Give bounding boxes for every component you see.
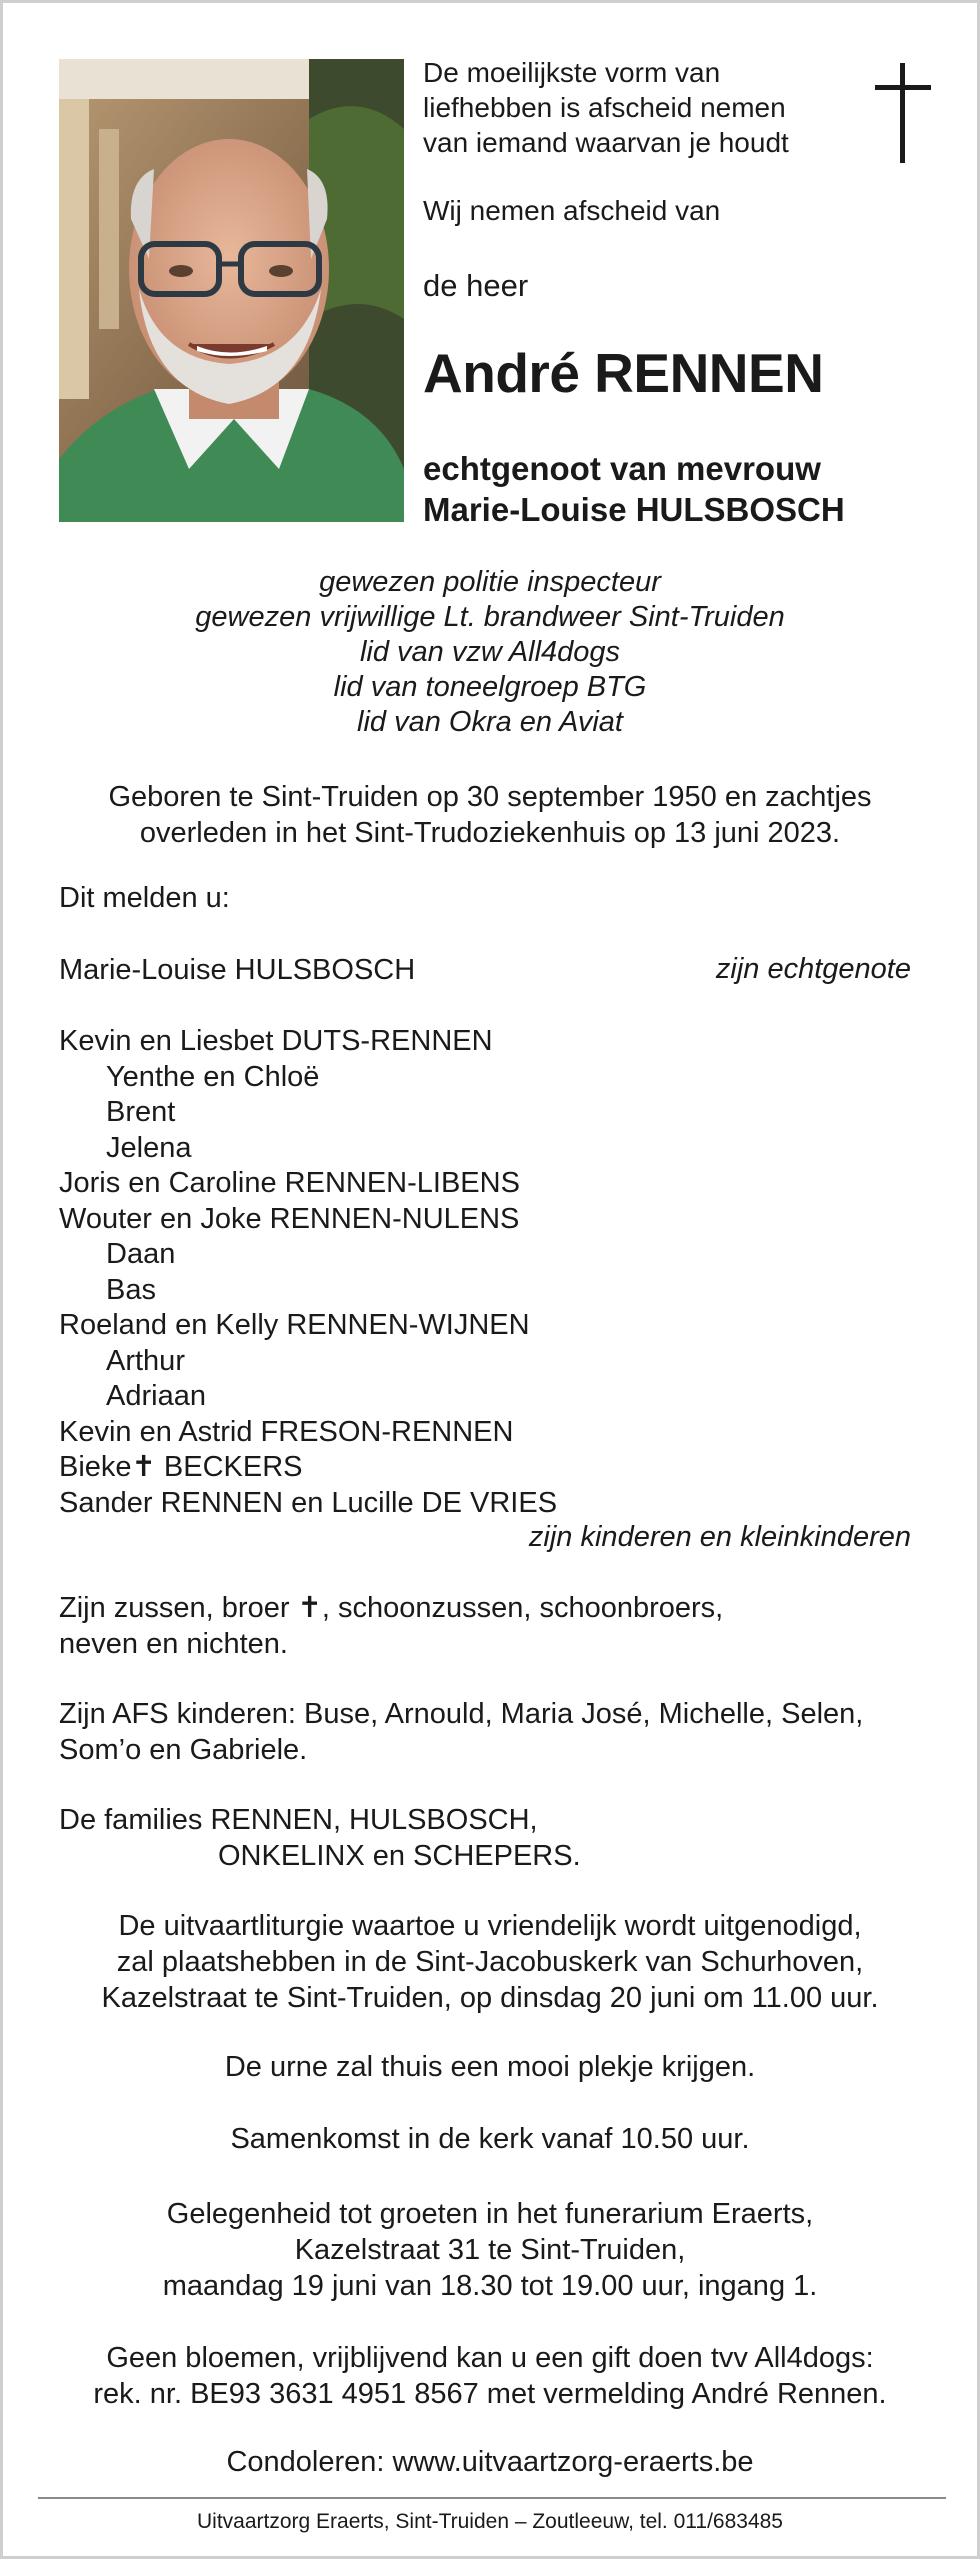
footer-text: Uitvaartzorg Eraerts, Sint-Truiden – Zoutleeuw, tel. 011/683485 xyxy=(197,2510,783,2533)
role-item: lid van Okra en Aviat xyxy=(357,706,623,738)
spouse-heading xyxy=(423,448,943,530)
afs-line: Zijn AFS kinderen: Buse, Arnould, Maria José, Michelle, Selen, xyxy=(59,1698,864,1730)
families-line: ONKELINX en SCHEPERS. xyxy=(218,1839,581,1872)
intro-line: van iemand waarvan je houdt xyxy=(423,127,789,158)
role-item: lid van vzw All4dogs xyxy=(359,636,621,668)
family-member: Kevin en Astrid FRESON-RENNEN xyxy=(59,1415,514,1448)
family-member: Kevin en Liesbet DUTS-RENNEN xyxy=(59,1025,493,1057)
family-member: Daan xyxy=(106,1238,176,1270)
flowers-info xyxy=(3,2340,977,2412)
visitation-line: Gelegenheid tot groeten in het funerarium Eraerts, xyxy=(166,2198,814,2230)
honorific: de heer xyxy=(423,268,529,303)
family-member: Bieke✝ BECKERS xyxy=(59,1451,303,1483)
condolences-link[interactable]: Condoleren: www.uitvaartzorg-eraerts.be xyxy=(226,2446,754,2478)
footer-divider xyxy=(38,2497,946,2499)
family-member: Roeland en Kelly RENNEN-WIJNEN xyxy=(59,1309,530,1341)
family-member: Joris en Caroline RENNEN-LIBENS xyxy=(59,1167,520,1199)
children-relation: zijn kinderen en kleinkinderen xyxy=(528,1521,911,1553)
spouse-entry-name: Marie-Louise HULSBOSCH xyxy=(59,954,416,986)
families-line: De families RENNEN, HULSBOSCH, xyxy=(59,1804,538,1836)
visitation-line: Kazelstraat 31 te Sint-Truiden, xyxy=(294,2234,686,2266)
intro-line: liefhebben is afscheid nemen xyxy=(423,92,786,123)
role-item: gewezen politie inspecteur xyxy=(319,566,661,598)
family-member: Wouter en Joke RENNEN-NULENS xyxy=(59,1202,520,1235)
visitation-info xyxy=(3,2196,977,2304)
family-member: Bas xyxy=(106,1273,156,1306)
birth-death-line: Geboren te Sint-Truiden op 30 september 1950 en zachtjes xyxy=(108,781,872,813)
funeral-info xyxy=(3,1908,977,2016)
family-member: Arthur xyxy=(106,1344,185,1377)
portrait-photo xyxy=(59,59,404,522)
siblings-line: Zijn zussen, broer ✝, schoonzussen, schoonbroers, xyxy=(59,1592,724,1624)
birth-death-line: overleden in het Sint-Trudoziekenhuis op 13 juni 2023. xyxy=(139,817,841,849)
family-member: Jelena xyxy=(106,1131,192,1164)
urn-text: De urne zal thuis een mooi plekje krijgen. xyxy=(224,2051,756,2083)
family-member: Yenthe en Chloë xyxy=(106,1060,320,1093)
role-item: lid van toneelgroep BTG xyxy=(333,671,647,703)
announce-line: Dit melden u: xyxy=(59,882,230,914)
siblings-line: neven en nichten. xyxy=(59,1627,288,1660)
family-list xyxy=(59,1024,557,1521)
funeral-line: Kazelstraat te Sint-Truiden, op dinsdag 20 juni om 11.00 uur. xyxy=(101,1982,879,2014)
afs-children-text xyxy=(59,1697,863,1768)
spouse-entry-relation: zijn echtgenote xyxy=(715,953,911,985)
flowers-line: Geen bloemen, vrijblijvend kan u een gift doen tvv All4dogs: xyxy=(106,2342,874,2374)
cross-icon xyxy=(875,63,931,163)
visitation-line: maandag 19 juni van 18.30 tot 19.00 uur, ingang 1. xyxy=(162,2270,818,2302)
roles-list xyxy=(3,565,977,740)
family-member: Adriaan xyxy=(106,1380,206,1412)
farewell-line: Wij nemen afscheid van xyxy=(423,195,721,226)
intro-quote xyxy=(423,55,843,160)
role-item: gewezen vrijwillige Lt. brandweer Sint-Truiden xyxy=(195,601,785,633)
intro-line: De moeilijkste vorm van xyxy=(423,57,721,88)
spouse-line: echtgenoot van mevrouw xyxy=(423,450,821,487)
family-member: Brent xyxy=(106,1096,176,1128)
afs-line: Som’o en Gabriele. xyxy=(59,1733,308,1766)
funeral-line: De uitvaartliturgie waartoe u vriendelijk wordt uitgenodigd, xyxy=(118,1910,862,1942)
spouse-line: Marie-Louise HULSBOSCH xyxy=(423,491,845,528)
family-member: Sander RENNEN en Lucille DE VRIES xyxy=(59,1486,558,1519)
meeting-text: Samenkomst in de kerk vanaf 10.50 uur. xyxy=(230,2123,750,2155)
deceased-name: André RENNEN xyxy=(423,342,824,404)
siblings-text xyxy=(59,1591,723,1662)
families-text xyxy=(59,1803,581,1874)
funeral-line: zal plaatshebben in de Sint-Jacobuskerk van Schurhoven, xyxy=(116,1946,864,1978)
birth-death-text xyxy=(3,779,977,851)
flowers-line: rek. nr. BE93 3631 4951 8567 met vermelding André Rennen. xyxy=(93,2378,887,2410)
